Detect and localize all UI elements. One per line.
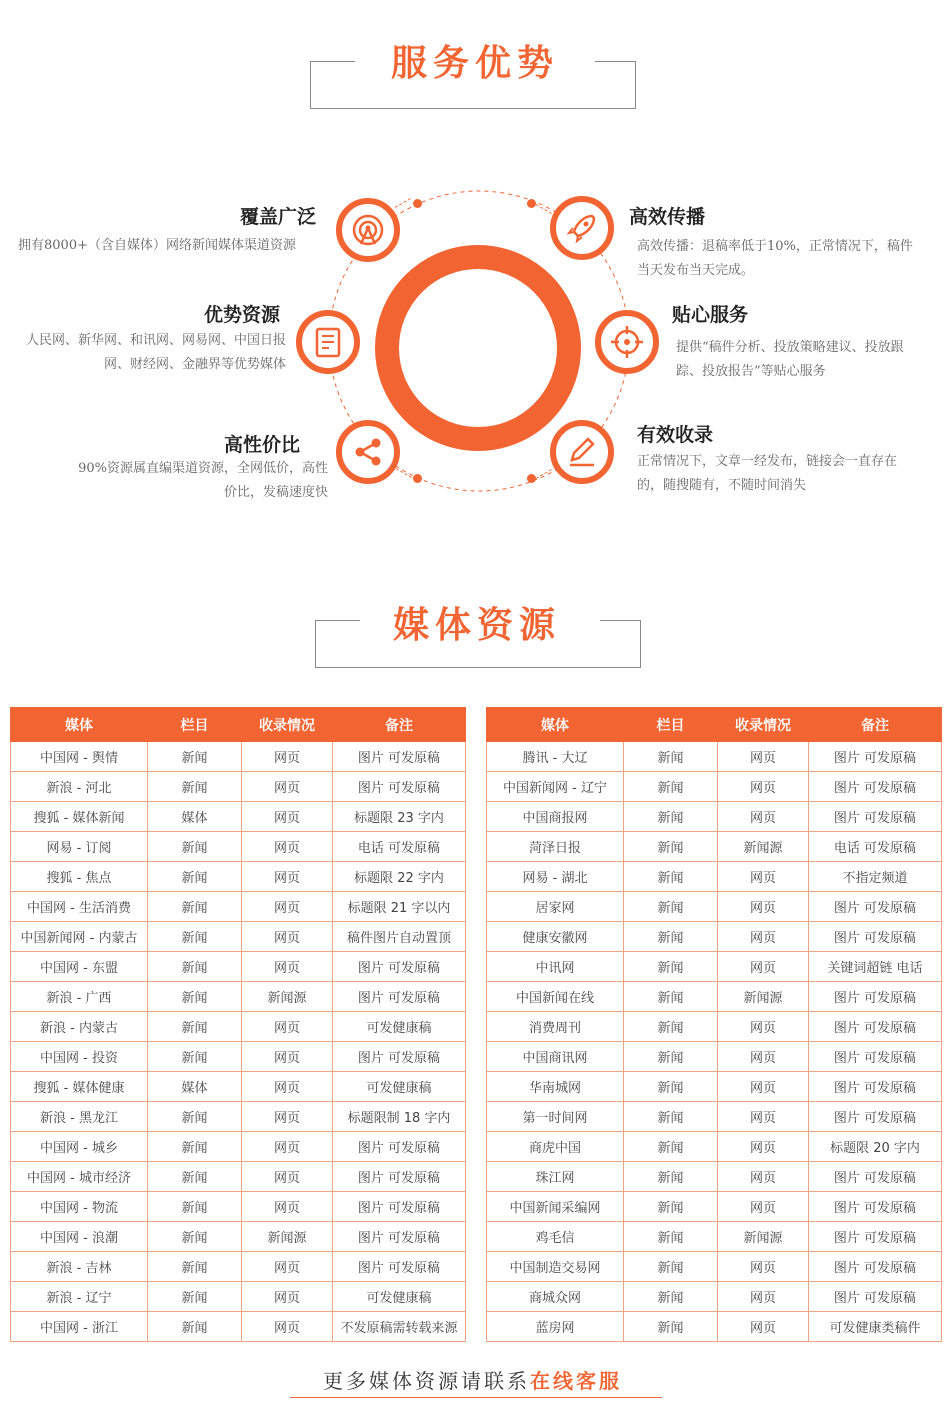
column-cell: 新闻 [624, 1192, 718, 1222]
note-cell: 图片 可发原稿 [809, 742, 942, 772]
media-name-cell: 中国商报网 [487, 802, 624, 832]
media-name-cell: 中国网 - 浪潮 [11, 1222, 148, 1252]
table-row [11, 862, 466, 892]
note-cell: 图片 可发原稿 [809, 1162, 942, 1192]
document-icon [302, 316, 354, 368]
note-cell: 图片 可发原稿 [809, 1102, 942, 1132]
table-row [487, 1042, 942, 1072]
table-row [487, 892, 942, 922]
media-name-cell: 搜狐 - 焦点 [11, 862, 148, 892]
table-row [487, 1282, 942, 1312]
column-cell: 新闻 [624, 1132, 718, 1162]
column-cell: 新闻 [148, 1012, 242, 1042]
media-name-cell: 腾讯 - 大辽 [487, 742, 624, 772]
feature-desc: 提供“稿件分析、投放策略建议、投放跟踪、投放报告”等贴心服务 [676, 340, 904, 379]
index-cell: 网页 [718, 1042, 809, 1072]
note-cell: 图片 可发原稿 [809, 1252, 942, 1282]
index-cell: 网页 [242, 772, 333, 802]
index-cell: 网页 [242, 1162, 333, 1192]
media-name-cell: 商虎中国 [487, 1132, 624, 1162]
table-row [487, 862, 942, 892]
connector-dot [413, 474, 422, 483]
note-cell: 图片 可发原稿 [333, 772, 466, 802]
value-ring [336, 420, 400, 484]
index-cell: 网页 [718, 1192, 809, 1222]
index-cell: 网页 [242, 952, 333, 982]
column-cell: 新闻 [624, 742, 718, 772]
index-ring [550, 420, 614, 484]
note-cell: 标题限 23 字内 [333, 802, 466, 832]
contact-line [323, 1365, 622, 1394]
index-cell: 网页 [718, 1132, 809, 1162]
note-cell: 不指定频道 [809, 862, 942, 892]
media-name-cell: 健康安徽网 [487, 922, 624, 952]
column-cell: 新闻 [624, 1072, 718, 1102]
column-cell: 新闻 [624, 1102, 718, 1132]
target-icon [601, 316, 653, 368]
table-row [11, 1042, 466, 1072]
media-name-cell: 中国新闻网 - 辽宁 [487, 772, 624, 802]
table-row [11, 1282, 466, 1312]
index-cell: 网页 [718, 1312, 809, 1342]
column-cell: 新闻 [624, 952, 718, 982]
column-cell: 新闻 [624, 1252, 718, 1282]
media-name-cell: 网易 - 湖北 [487, 862, 624, 892]
index-cell: 网页 [718, 1282, 809, 1312]
column-cell: 新闻 [624, 922, 718, 952]
signal-icon [342, 204, 394, 256]
index-cell: 网页 [718, 1012, 809, 1042]
column-header: 备注 [333, 708, 466, 742]
index-cell: 网页 [718, 922, 809, 952]
column-header: 媒体 [11, 708, 148, 742]
index-cell: 新闻源 [242, 982, 333, 1012]
index-cell: 网页 [242, 832, 333, 862]
table-row [487, 1312, 942, 1342]
note-cell: 标题限 20 字内 [809, 1132, 942, 1162]
note-cell: 图片 可发原稿 [809, 802, 942, 832]
column-cell: 新闻 [148, 982, 242, 1012]
table-row [11, 1072, 466, 1102]
feature-desc: 人民网、新华网、和讯网、网易网、中国日报网、财经网、金融界等优势媒体 [25, 333, 286, 372]
note-cell: 图片 可发原稿 [333, 1222, 466, 1252]
service-ring [595, 310, 659, 374]
connector-dot [527, 474, 536, 483]
table-row [11, 802, 466, 832]
column-cell: 新闻 [148, 922, 242, 952]
index-cell: 网页 [718, 1162, 809, 1192]
media-name-cell: 中国网 - 生活消费 [11, 892, 148, 922]
column-cell: 新闻 [148, 1042, 242, 1072]
column-cell: 新闻 [148, 1102, 242, 1132]
media-name-cell: 中讯网 [487, 952, 624, 982]
edit-icon [556, 426, 608, 478]
index-cell: 网页 [718, 742, 809, 772]
column-header: 备注 [809, 708, 942, 742]
index-cell: 网页 [242, 1042, 333, 1072]
column-cell: 新闻 [624, 832, 718, 862]
column-cell: 新闻 [624, 1012, 718, 1042]
media-name-cell: 新浪 - 黑龙江 [11, 1102, 148, 1132]
media-name-cell: 中国网 - 物流 [11, 1192, 148, 1222]
column-header: 媒体 [487, 708, 624, 742]
table-row [487, 1132, 942, 1162]
note-cell: 图片 可发原稿 [333, 982, 466, 1012]
column-cell: 新闻 [148, 1192, 242, 1222]
feature-desc: 高效传播：退稿率低于10%，正常情况下，稿件当天发布当天完成。 [637, 239, 913, 278]
table-row [11, 1252, 466, 1282]
media-name-cell: 网易 - 订阅 [11, 832, 148, 862]
resource-ring [296, 310, 360, 374]
note-cell: 图片 可发原稿 [809, 892, 942, 922]
media-name-cell: 珠江网 [487, 1162, 624, 1192]
advantages-title: 服务优势 [370, 44, 580, 84]
column-header: 栏目 [624, 708, 718, 742]
note-cell: 图片 可发原稿 [333, 1162, 466, 1192]
note-cell: 标题限 21 字以内 [333, 892, 466, 922]
media-name-cell: 中国新闻采编网 [487, 1192, 624, 1222]
table-row [487, 1162, 942, 1192]
note-cell: 图片 可发原稿 [809, 1282, 942, 1312]
note-cell: 图片 可发原稿 [333, 1042, 466, 1072]
note-cell: 标题限 22 字内 [333, 862, 466, 892]
feature-desc: 90%资源属直编渠道资源，全网低价，高性价比，发稿速度快 [78, 461, 328, 500]
note-cell: 图片 可发原稿 [809, 982, 942, 1012]
column-header: 收录情况 [718, 708, 809, 742]
feature-desc: 拥有8000+（含自媒体）网络新闻媒体渠道资源 [18, 238, 296, 253]
index-cell: 网页 [242, 1192, 333, 1222]
index-cell: 网页 [718, 772, 809, 802]
index-cell: 网页 [242, 922, 333, 952]
index-cell: 网页 [242, 1282, 333, 1312]
note-cell: 可发健康稿 [333, 1012, 466, 1042]
column-cell: 新闻 [148, 1162, 242, 1192]
index-cell: 网页 [242, 1072, 333, 1102]
table-row [487, 832, 942, 862]
column-cell: 新闻 [148, 1282, 242, 1312]
media-name-cell: 华南城网 [487, 1072, 624, 1102]
table-row [11, 1222, 466, 1252]
column-cell: 新闻 [148, 772, 242, 802]
note-cell: 关键词超链 电话 [809, 952, 942, 982]
index-cell: 网页 [718, 892, 809, 922]
index-cell: 网页 [242, 1132, 333, 1162]
note-cell: 图片 可发原稿 [809, 1042, 942, 1072]
column-cell: 新闻 [624, 802, 718, 832]
media-table-right [486, 707, 942, 1342]
column-header: 收录情况 [242, 708, 333, 742]
table-row [11, 952, 466, 982]
media-name-cell: 居家网 [487, 892, 624, 922]
table-row [11, 772, 466, 802]
feature-desc: 正常情况下，文章一经发布，链接会一直存在的，随搜随有，不随时间消失 [637, 454, 898, 493]
rocket-icon [556, 202, 608, 254]
feature-title: 覆盖广泛 [240, 206, 317, 228]
feature-title: 高效传播 [629, 206, 706, 228]
table-row [11, 982, 466, 1012]
note-cell: 图片 可发原稿 [809, 1072, 942, 1102]
column-cell: 新闻 [624, 1312, 718, 1342]
media-title: 媒体资源 [372, 606, 582, 646]
column-cell: 新闻 [148, 1252, 242, 1282]
media-name-cell: 中国网 - 投资 [11, 1042, 148, 1072]
column-cell: 新闻 [624, 1282, 718, 1312]
table-row [487, 1222, 942, 1252]
note-cell: 电话 可发原稿 [809, 832, 942, 862]
contact-text: 更多媒体资源请联系 [323, 1369, 530, 1393]
index-cell: 新闻源 [718, 982, 809, 1012]
online-service-link[interactable]: 在线客服 [530, 1369, 622, 1393]
media-name-cell: 消费周刊 [487, 1012, 624, 1042]
table-row [11, 1312, 466, 1342]
index-cell: 网页 [718, 1102, 809, 1132]
contact-underline [290, 1397, 662, 1398]
column-cell: 新闻 [148, 742, 242, 772]
note-cell: 图片 可发原稿 [333, 1192, 466, 1222]
table-row [487, 772, 942, 802]
feature-title: 优势资源 [204, 304, 281, 326]
spread-ring [550, 196, 614, 260]
table-row [487, 742, 942, 772]
media-name-cell: 第一时间网 [487, 1102, 624, 1132]
column-cell: 新闻 [624, 892, 718, 922]
column-header: 栏目 [148, 708, 242, 742]
index-cell: 网页 [718, 1252, 809, 1282]
media-name-cell: 新浪 - 内蒙古 [11, 1012, 148, 1042]
table-row [487, 1012, 942, 1042]
media-name-cell: 中国新闻网 - 内蒙古 [11, 922, 148, 952]
table-row [11, 832, 466, 862]
column-cell: 新闻 [624, 1222, 718, 1252]
index-cell: 网页 [242, 1252, 333, 1282]
table-row [11, 1102, 466, 1132]
table-row [11, 1192, 466, 1222]
note-cell: 标题限制 18 字内 [333, 1102, 466, 1132]
table-row [487, 922, 942, 952]
media-name-cell: 中国商讯网 [487, 1042, 624, 1072]
media-name-cell: 商城众网 [487, 1282, 624, 1312]
index-cell: 新闻源 [718, 832, 809, 862]
column-cell: 新闻 [624, 862, 718, 892]
note-cell: 可发健康稿 [333, 1072, 466, 1102]
column-cell: 新闻 [148, 832, 242, 862]
column-cell: 媒体 [148, 802, 242, 832]
table-row [11, 1162, 466, 1192]
connector-dot [527, 199, 536, 208]
media-table-left [10, 707, 466, 1342]
index-cell: 新闻源 [718, 1222, 809, 1252]
index-cell: 网页 [242, 1102, 333, 1132]
media-name-cell: 菏泽日报 [487, 832, 624, 862]
table-row [487, 952, 942, 982]
note-cell: 图片 可发原稿 [333, 952, 466, 982]
index-cell: 网页 [242, 1012, 333, 1042]
index-cell: 网页 [242, 862, 333, 892]
media-name-cell: 中国网 - 东盟 [11, 952, 148, 982]
index-cell: 网页 [718, 952, 809, 982]
media-name-cell: 中国制造交易网 [487, 1252, 624, 1282]
column-cell: 新闻 [624, 982, 718, 1012]
media-name-cell: 新浪 - 辽宁 [11, 1282, 148, 1312]
table-row [487, 1252, 942, 1282]
note-cell: 不发原稿需转载来源 [333, 1312, 466, 1342]
note-cell: 图片 可发原稿 [333, 742, 466, 772]
note-cell: 电话 可发原稿 [333, 832, 466, 862]
media-name-cell: 新浪 - 广西 [11, 982, 148, 1012]
media-name-cell: 中国网 - 城乡 [11, 1132, 148, 1162]
column-cell: 新闻 [624, 1162, 718, 1192]
note-cell: 可发健康类稿件 [809, 1312, 942, 1342]
column-cell: 媒体 [148, 1072, 242, 1102]
index-cell: 网页 [718, 802, 809, 832]
table-row [11, 892, 466, 922]
table-row [11, 1012, 466, 1042]
feature-title: 高性价比 [224, 434, 301, 456]
note-cell: 图片 可发原稿 [809, 1192, 942, 1222]
column-cell: 新闻 [148, 1222, 242, 1252]
column-cell: 新闻 [148, 1132, 242, 1162]
media-name-cell: 中国新闻在线 [487, 982, 624, 1012]
media-name-cell: 中国网 - 浙江 [11, 1312, 148, 1342]
note-cell: 稿件图片自动置顶 [333, 922, 466, 952]
table-row [487, 1102, 942, 1132]
media-name-cell: 新浪 - 吉林 [11, 1252, 148, 1282]
note-cell: 图片 可发原稿 [809, 772, 942, 802]
index-cell: 网页 [718, 1072, 809, 1102]
media-name-cell: 新浪 - 河北 [11, 772, 148, 802]
index-cell: 网页 [242, 1312, 333, 1342]
column-cell: 新闻 [624, 772, 718, 802]
table-row [11, 1132, 466, 1162]
feature-title: 有效收录 [637, 424, 714, 446]
share-icon [342, 426, 394, 478]
table-row [11, 922, 466, 952]
table-row [487, 802, 942, 832]
table-row [487, 1072, 942, 1102]
center-ring [375, 245, 581, 451]
column-cell: 新闻 [148, 952, 242, 982]
note-cell: 图片 可发原稿 [809, 1012, 942, 1042]
connector-dot [413, 199, 422, 208]
column-cell: 新闻 [624, 1042, 718, 1072]
media-name-cell: 搜狐 - 媒体新闻 [11, 802, 148, 832]
coverage-ring [336, 198, 400, 262]
note-cell: 图片 可发原稿 [809, 922, 942, 952]
media-name-cell: 搜狐 - 媒体健康 [11, 1072, 148, 1102]
table-row [487, 982, 942, 1012]
media-name-cell: 中国网 - 舆情 [11, 742, 148, 772]
index-cell: 网页 [242, 802, 333, 832]
index-cell: 网页 [718, 862, 809, 892]
media-name-cell: 中国网 - 城市经济 [11, 1162, 148, 1192]
column-cell: 新闻 [148, 1312, 242, 1342]
column-cell: 新闻 [148, 892, 242, 922]
note-cell: 图片 可发原稿 [333, 1132, 466, 1162]
index-cell: 新闻源 [242, 1222, 333, 1252]
table-row [11, 742, 466, 772]
table-row [487, 1192, 942, 1222]
column-cell: 新闻 [148, 862, 242, 892]
note-cell: 图片 可发原稿 [809, 1222, 942, 1252]
feature-title: 贴心服务 [672, 304, 749, 326]
media-name-cell: 蓝房网 [487, 1312, 624, 1342]
note-cell: 图片 可发原稿 [333, 1252, 466, 1282]
media-name-cell: 鸡毛信 [487, 1222, 624, 1252]
index-cell: 网页 [242, 892, 333, 922]
note-cell: 可发健康稿 [333, 1282, 466, 1312]
index-cell: 网页 [242, 742, 333, 772]
